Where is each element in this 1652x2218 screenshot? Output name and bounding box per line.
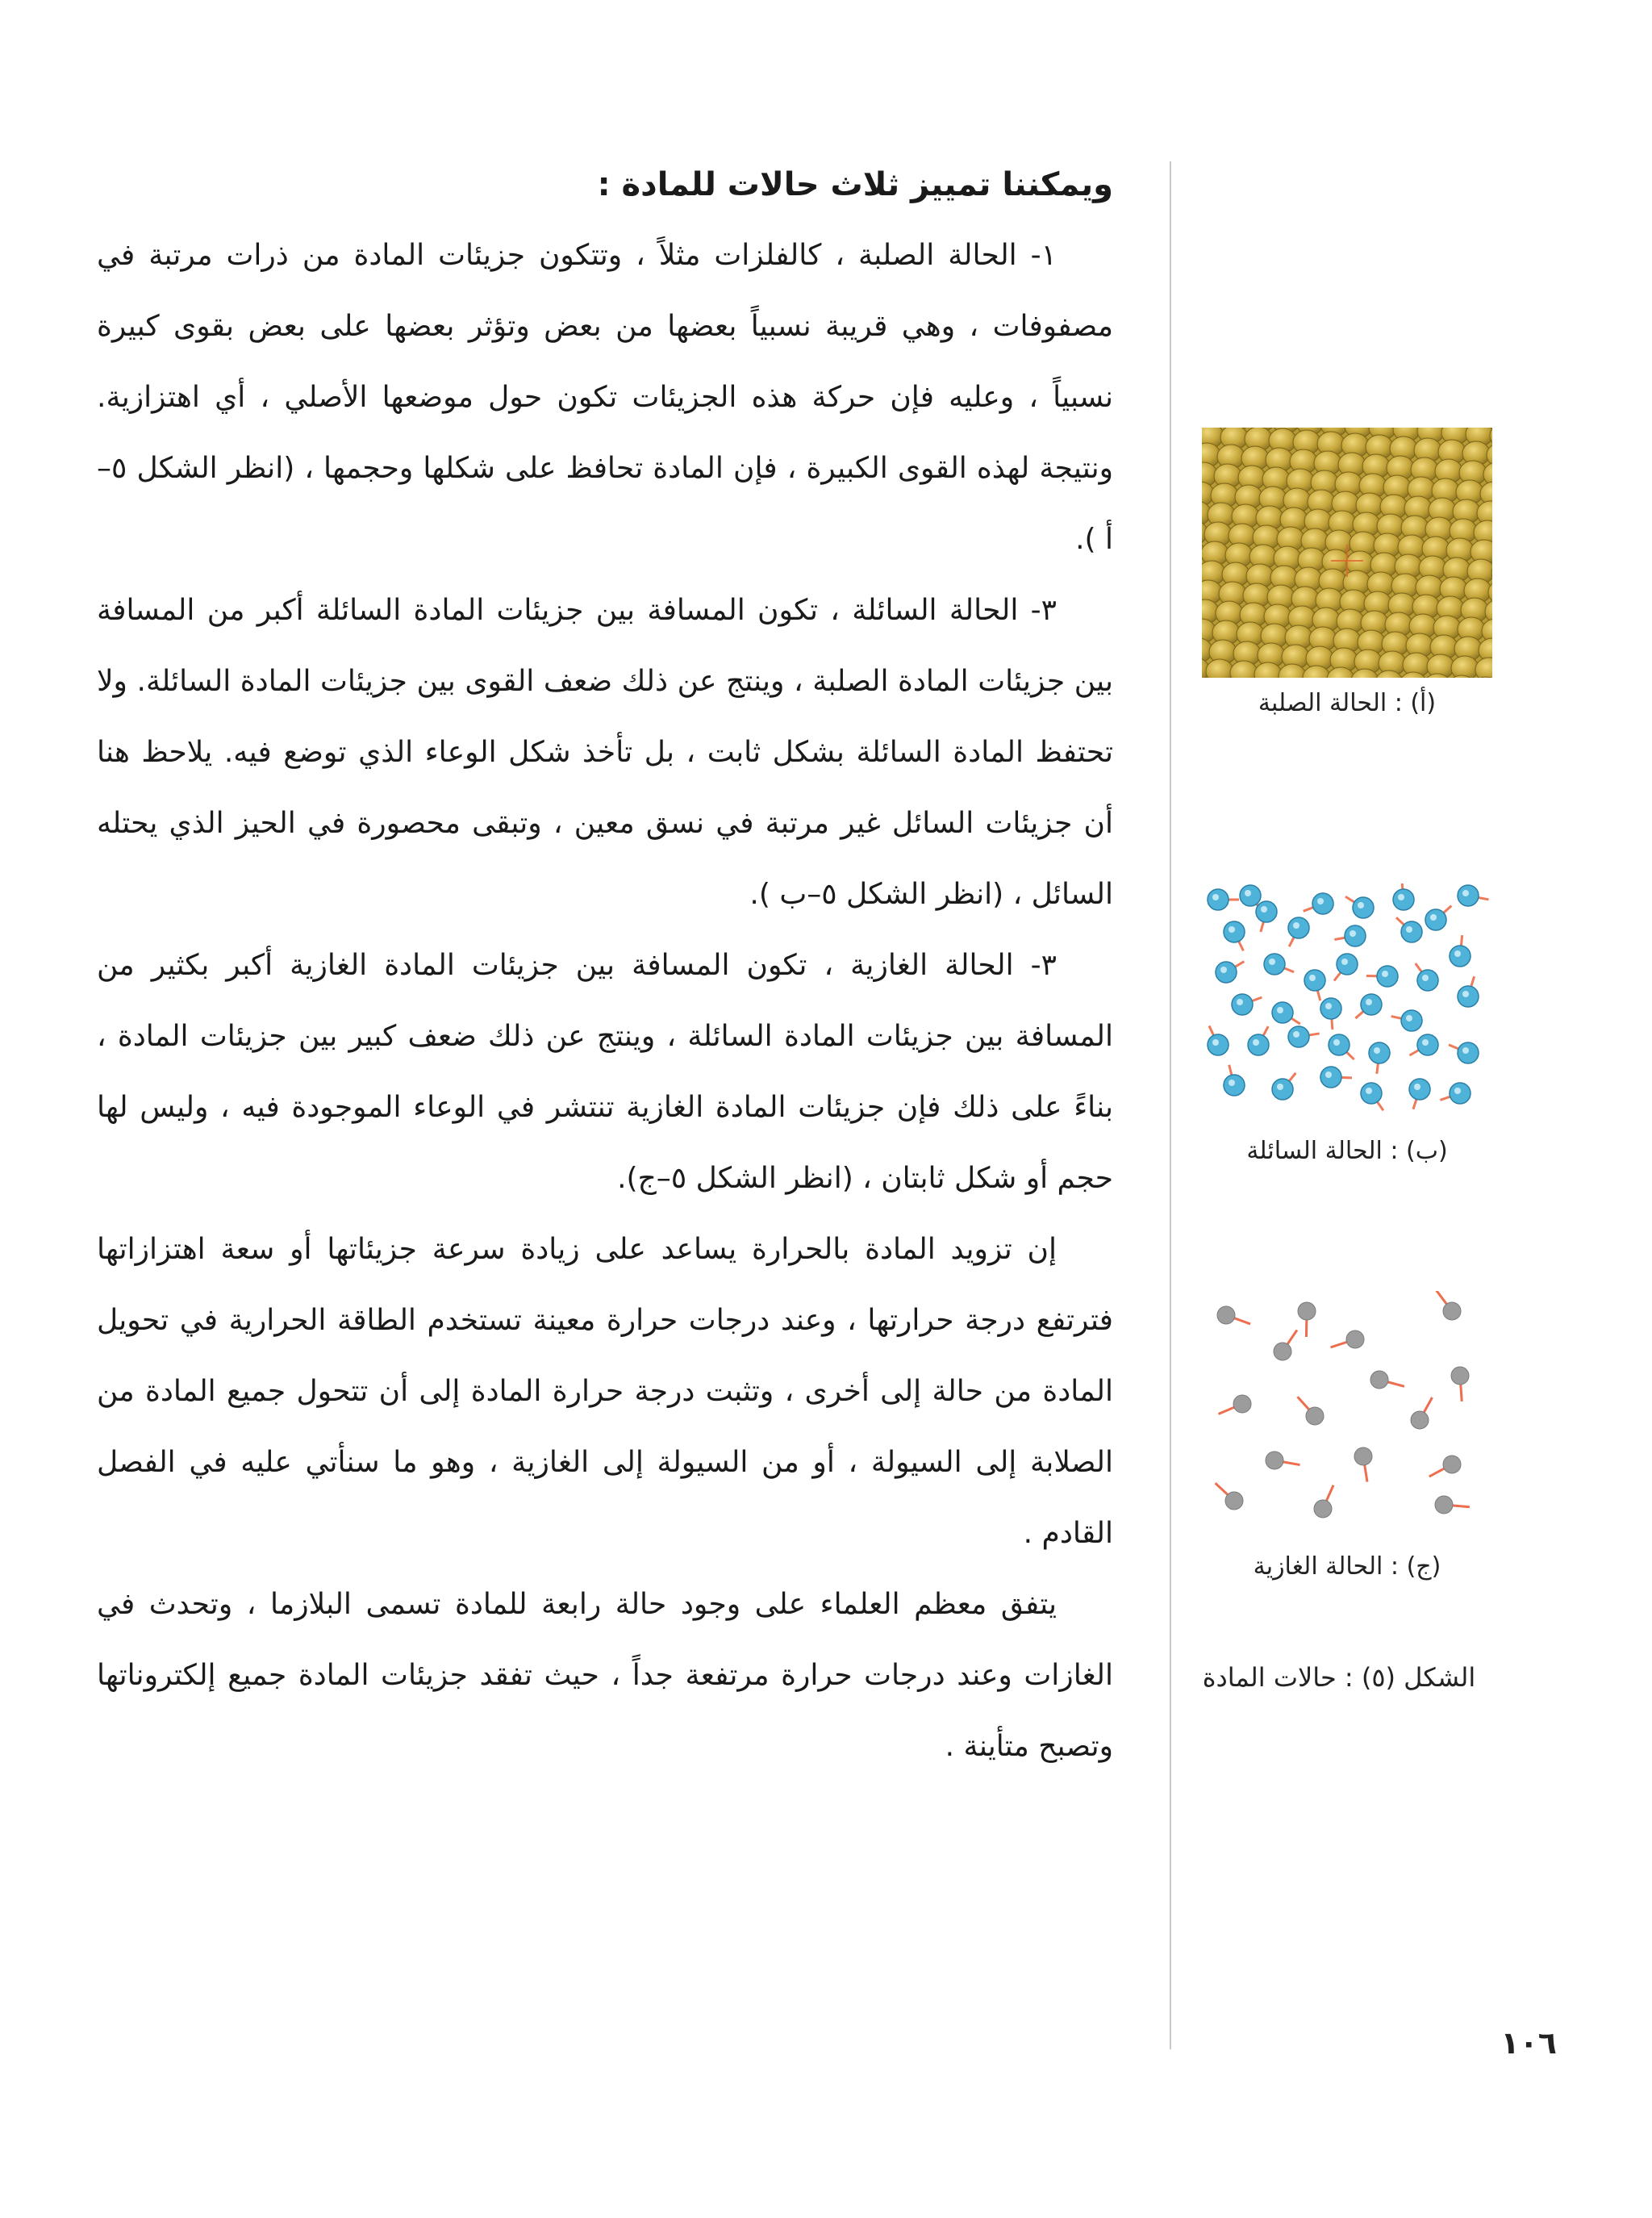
caption-liquid: (ب) : الحالة السائلة <box>1246 1137 1448 1165</box>
paragraph-liquid: ٣- الحالة السائلة ، تكون المسافة بين جزيئات المادة السائلة أكبر من المسافة بين جزيئات المادة الصلبة ، وينتج عن ذلك ضعف القوى بين جزيئات المادة السائلة. ولا تحتفظ المادة السائلة بشكل ثابت ، بل تأخذ شكل الوعاء الذي توضع فيه. يلاحظ هنا أن جزيئات السائل غير مرتبة في نسق معين ، وتبقى محصورة في الحيز الذي يحتله السائل ، (انظر الشكل ٥–ب ). <box>97 594 1113 911</box>
figure-liquid <box>1202 883 1492 1165</box>
paragraph-heat: إن تزويد المادة بالحرارة يساعد على زيادة سرعة جزيئاتها أو سعة اهتزازاتها فترتفع درجة حرارتها ، وعند درجات حرارة معينة تستخدم الطاقة الحرارية في تحويل المادة من حالة إلى أخرى ، وتثبت درجة حرارة المادة إلى أن تتحول جميع المادة من الصلابة إلى السيولة ، أو من السيولة إلى الغازية ، وهو ما سنأتي عليه في الفصل القادم . <box>97 1233 1113 1550</box>
section-heading: ويمكننا تمييز ثلاث حالات للمادة : <box>597 166 1113 203</box>
page-number: ١٠٦ <box>1500 2025 1557 2061</box>
caption-gas: (ج) : الحالة الغازية <box>1253 1552 1441 1581</box>
figure-gas <box>1202 1291 1492 1581</box>
figure-title: الشكل (٥) : حالات المادة <box>1202 1662 1476 1693</box>
figure-solid <box>1202 428 1492 717</box>
gas-molecules-image <box>1202 1291 1492 1541</box>
paragraph-gas: ٣- الحالة الغازية ، تكون المسافة بين جزيئات المادة الغازية أكبر بكثير من المسافة بين جزيئات المادة السائلة ، وينتج عن ذلك ضعف كبير بين جزيئات المادة ، بناءً على ذلك فإن جزيئات المادة الغازية تنتشر في الوعاء الموجودة فيه ، وليس لها حجم أو شكل ثابتان ، (انظر الشكل ٥–ج). <box>97 949 1113 1195</box>
liquid-molecules-image <box>1202 883 1492 1126</box>
column-divider <box>1170 161 1171 2049</box>
caption-solid: (أ) : الحالة الصلبة <box>1258 689 1437 717</box>
paragraph-plasma: يتفق معظم العلماء على وجود حالة رابعة للمادة تسمى البلازما ، وتحدث في الغازات وعند درجات حرارة مرتفعة جداً ، حيث تفقد جزيئات المادة جميع إلكتروناتها وتصبح متأينة . <box>97 1588 1113 1763</box>
main-text <box>97 149 1113 1782</box>
solid-lattice-image <box>1202 428 1492 678</box>
paragraph-solid: ١- الحالة الصلبة ، كالفلزات مثلاً ، وتتكون جزيئات المادة من ذرات مرتبة في مصفوفات ، وهي قريبة نسبياً بعضها من بعض وتؤثر بعضها على بعض بقوى كبيرة نسبياً ، وعليه فإن حركة هذه الجزيئات تكون حول موضعها الأصلي ، أي اهتزازية. ونتيجة لهذه القوى الكبيرة ، فإن المادة تحافظ على شكلها وحجمها ، (انظر الشكل ٥–أ ). <box>97 239 1113 556</box>
